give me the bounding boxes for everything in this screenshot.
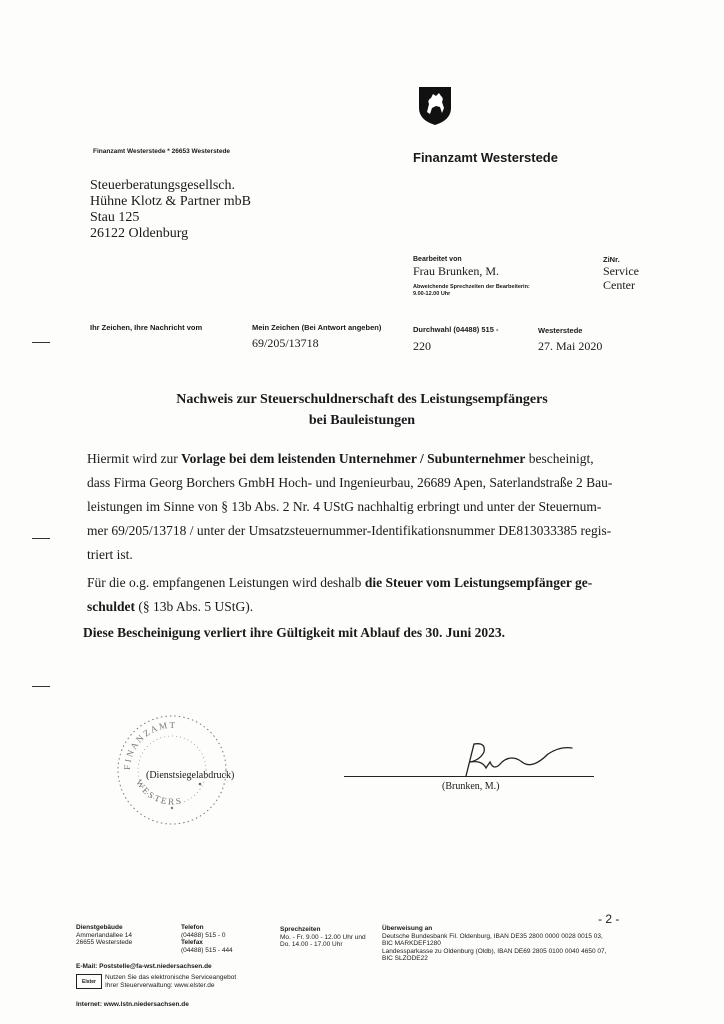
footer-text: BIC SLZODE22 <box>382 955 428 962</box>
footer-text: (04488) 515 - 444 <box>181 946 233 954</box>
emphasis: Vorlage bei dem leistenden Unternehmer / Subunternehmer <box>181 451 526 466</box>
body-line <box>87 595 647 619</box>
document-title <box>0 389 724 431</box>
footer-text: BIC MARKDEF1280 <box>382 940 441 947</box>
footer-label: Überweisung an <box>382 925 433 932</box>
footer-hours <box>280 926 366 949</box>
signature-line <box>344 776 594 777</box>
footer-text: Do. 14.00 - 17.00 Uhr <box>280 941 343 948</box>
fold-mark-middle <box>32 538 50 539</box>
direct-dial-value: 220 <box>413 339 431 353</box>
emphasis: die Steuer vom Leistungsempfänger ge- <box>364 575 593 590</box>
letter-date: 27. Mai 2020 <box>538 339 603 353</box>
footer-label: Sprechzeiten <box>280 926 321 933</box>
recipient-line: Hühne Klotz & Partner mbB <box>90 194 251 209</box>
place-label: Westerstede <box>538 326 583 335</box>
footer-label: Telefax <box>181 939 203 946</box>
your-ref-label: Ihr Zeichen, Ihre Nachricht vom <box>90 323 203 332</box>
sender-line: Finanzamt Westerstede * 26653 Westerstede <box>93 148 231 155</box>
authority-title: Finanzamt Westerstede <box>413 150 558 165</box>
page-number: - 2 - <box>598 912 620 926</box>
body-line <box>87 571 647 595</box>
body-line <box>87 447 647 471</box>
body-line: dass Firma Georg Borchers GmbH Hoch- und Ingenieurbau, 26689 Apen, Saterlandstraße 2 Bau- <box>87 475 613 490</box>
document-title-line: Nachweis zur Steuerschuldnerschaft des Leistungsempfängers <box>176 392 548 407</box>
footer-building <box>76 924 132 947</box>
footer-text: (04488) 515 - 0 <box>181 931 226 939</box>
room-value-2: Center <box>603 278 635 292</box>
footer-text: Nutzen Sie das elektronische Serviceangebot <box>105 974 237 981</box>
document-title-line: bei Bauleistungen <box>308 413 416 428</box>
processed-by-name: Frau Brunken, M. <box>413 264 499 278</box>
validity-notice: Diese Bescheinigung verliert ihre Gültigkeit mit Ablauf des 30. Juni 2023. <box>83 625 506 640</box>
recipient-line: Stau 125 <box>90 210 140 225</box>
footer-label: Dienstgebäude <box>76 924 123 931</box>
paragraph-tax-liability <box>87 571 647 619</box>
footer-bank <box>382 925 606 963</box>
footer-text: Landessparkasse zu Oldenburg (Oldb), IBAN DE69 2805 0100 0040 4650 07, <box>382 947 607 955</box>
emphasis: schuldet <box>87 599 136 614</box>
body-line: mer 69/205/13718 / unter der Umsatzsteuernummer-Identifikationsnummer DE813033385 regis- <box>87 523 612 538</box>
footer-text: Ammerlandallee 14 <box>76 931 133 939</box>
footer-internet: Internet: www.lstn.niedersachsen.de <box>76 1001 189 1008</box>
footer-text: Mo. - Fr. 9.00 - 12.00 Uhr und <box>280 933 366 941</box>
direct-dial-label: Durchwahl (04488) 515 - <box>413 325 499 334</box>
coat-of-arms-icon <box>418 86 452 126</box>
elster-logo-icon <box>76 974 102 989</box>
seal-label: (Dienstsiegelabdruck) <box>146 770 235 781</box>
footer-text: Ihrer Steuerverwaltung: www.elster.de <box>105 981 215 989</box>
footer-text: 26655 Westerstede <box>76 939 133 946</box>
hours-value: 9.00-12.00 Uhr <box>413 291 451 297</box>
my-ref-label: Mein Zeichen (Bei Antwort angeben) <box>252 323 382 332</box>
text-span: Hiermit wird zur <box>87 451 182 466</box>
handwritten-signature <box>452 740 582 780</box>
recipient-line: 26122 Oldenburg <box>90 226 189 241</box>
hours-label: Abweichende Sprechzeiten der Bearbeiterin: <box>413 284 530 290</box>
text-span: Für die o.g. empfangenen Leistungen wird deshalb <box>87 575 365 590</box>
text-span: (§ 13b Abs. 5 UStG). <box>135 599 254 614</box>
footer-label: Telefon <box>181 924 204 931</box>
footer-text: Deutsche Bundesbank Fil. Oldenburg, IBAN DE35 2800 0000 0028 0015 03, <box>382 932 603 940</box>
elster-logo-text: Elster <box>82 979 96 985</box>
body-line: leistungen im Sinne von § 13b Abs. 2 Nr. 4 UStG nachhaltig erbringt und unter der Steuernum- <box>87 499 602 514</box>
my-ref-value: 69/205/13718 <box>252 336 319 350</box>
signer-name: (Brunken, M.) <box>442 781 500 792</box>
room-value-1: Service <box>603 264 639 278</box>
body-line: triert ist. <box>87 547 133 562</box>
fold-mark-bottom <box>32 686 50 687</box>
text-span: bescheinigt, <box>525 451 594 466</box>
room-label: ZiNr. <box>603 255 620 264</box>
recipient-address <box>90 178 251 242</box>
footer-email: E-Mail: Poststelle@fa-wst.niedersachsen.de <box>76 963 212 970</box>
seal-ring-top: F I N A N Z A M T <box>121 719 176 771</box>
seal-ring-bottom: W E S T E R S <box>134 777 182 807</box>
paragraph-certification <box>87 447 647 567</box>
recipient-line: Steuerberatungsgesellsch. <box>90 178 236 193</box>
footer-elster <box>105 974 236 989</box>
processed-by-label: Bearbeitet von <box>413 256 462 263</box>
fold-mark-top <box>32 342 50 343</box>
footer-phone <box>181 924 233 954</box>
